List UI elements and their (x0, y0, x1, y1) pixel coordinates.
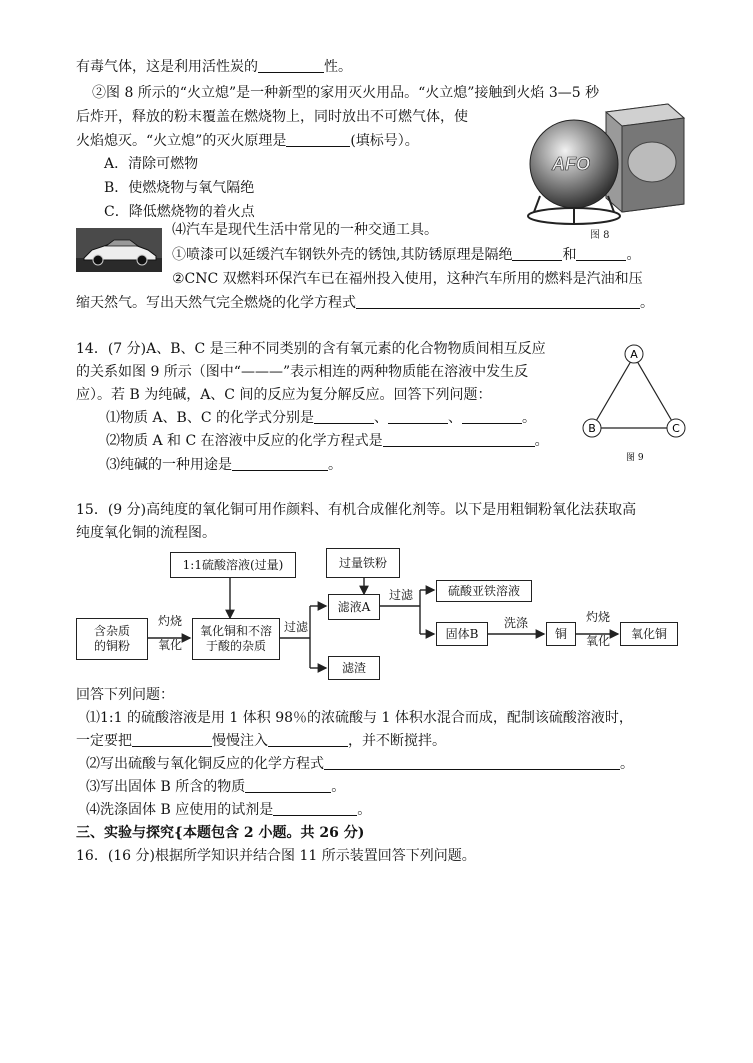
q16-line1: 16．(16 分)根据所学知识并结合图 11 所示装置回答下列问题。 (76, 848, 476, 864)
q15-ask: 回答下列问题： (76, 687, 174, 703)
box-acid: 1:1硫酸溶液(过量) (170, 552, 296, 578)
answer-blank[interactable] (314, 409, 374, 424)
answer-blank[interactable] (245, 778, 331, 793)
q15-line1: 15．(9 分)高纯度的氧化铜可用作颜料、有机合成催化剂等。以下是用粗铜粉氧化法获取高 (76, 502, 637, 518)
q13-p4-line3: ②CNC 双燃料环保汽车已在福州投入使用，这种汽车所用的燃料是汽油和压 (172, 271, 643, 287)
box-residue: 滤渣 (328, 656, 380, 680)
box-mix: 氧化铜和不溶 于酸的杂质 (192, 618, 280, 660)
answer-blank[interactable] (356, 294, 640, 309)
answer-blank[interactable] (512, 246, 562, 261)
answer-blank[interactable] (462, 409, 522, 424)
node-a: A (630, 348, 638, 361)
box-solid-b: 固体B (436, 622, 488, 646)
q15-sub1-line2: 一定要把 慢慢注入 ，并不断搅拌。 (76, 733, 446, 749)
box-copper: 铜 (546, 622, 576, 646)
q13-p4-line4: 缩天然气。写出天然气完全燃烧的化学方程式 。 (76, 295, 654, 311)
option-b: B．使燃烧物与氧气隔绝 (104, 180, 255, 196)
answer-blank[interactable] (258, 58, 324, 73)
q15-sub4: ⑷洗涤固体 B 应使用的试剂是 。 (86, 802, 372, 818)
box-ferrous-sulfate: 硫酸亚铁溶液 (436, 580, 532, 602)
q13-p4-line1: ⑷汽车是现代生活中常见的一种交通工具。 (172, 222, 438, 238)
q13-p2-line1: ②图 8 所示的“火立熄”是一种新型的家用灭火用品。“火立熄”接触到火焰 3—5 秒 (92, 85, 600, 101)
answer-blank[interactable] (132, 732, 212, 747)
q13-p2-line3: 火焰熄灭。“火立熄”的灭火原理是 (填标号）。 (76, 133, 419, 149)
q14-line2: 的关系如图 9 所示（图中“———”表示相连的两种物质能在溶液中发生反 (76, 364, 529, 380)
box-iron: 过量铁粉 (326, 548, 400, 578)
answer-blank[interactable] (324, 755, 620, 770)
q14-line3: 应）。若 B 为纯碱，A、C 间的反应为复分解反应。回答下列问题： (76, 387, 492, 403)
car-image (76, 228, 162, 272)
q13-line1: 有毒气体，这是利用活性炭的 性。 (76, 59, 352, 75)
label-burn2: 灼烧 氧化 (585, 610, 610, 648)
label-burn1: 灼烧 氧化 (157, 614, 182, 652)
flowchart (74, 544, 682, 682)
q14-sub2: ⑵物质 A 和 C 在溶液中反应的化学方程式是 。 (106, 433, 549, 449)
answer-blank[interactable] (576, 246, 626, 261)
figure-9-caption: 图 9 (626, 453, 644, 463)
figure-8 (518, 100, 688, 240)
option-a: A．清除可燃物 (104, 156, 199, 172)
node-c: C (672, 422, 680, 435)
figure-8-caption: 图 8 (590, 230, 610, 240)
q14-sub1: ⑴物质 A、B、C 的化学式分别是 、 、 。 (106, 410, 537, 426)
answer-blank[interactable] (388, 409, 448, 424)
q15-line2: 纯度氧化铜的流程图。 (76, 525, 216, 541)
label-wash: 洗涤 (503, 616, 528, 630)
answer-blank[interactable] (268, 732, 348, 747)
q13-p4-line2: ①喷漆可以延缓汽车钢铁外壳的锈蚀,其防锈原理是隔绝 和 。 (172, 247, 641, 263)
label-filter1: 过滤 (283, 620, 308, 634)
section-heading: 三、实验与探究{本题包含 2 小题。共 26 分) (76, 825, 365, 841)
box-copper-oxide: 氧化铜 (620, 622, 678, 646)
ball-logo-text: AFO (552, 154, 590, 174)
box-raw: 含杂质 的铜粉 (76, 618, 148, 660)
option-c: C．降低燃烧物的着火点 (104, 204, 255, 220)
label-filter2: 过滤 (388, 588, 413, 602)
box-filtrate-a: 滤液A (328, 594, 380, 620)
answer-blank[interactable] (286, 132, 350, 147)
q14-sub3: ⑶纯碱的一种用途是 。 (106, 457, 342, 473)
q15-sub1-line1: ⑴1:1 的硫酸溶液是用 1 体积 98％的浓硫酸与 1 体积水混合而成，配制该硫酸溶液时， (86, 710, 633, 726)
answer-blank[interactable] (383, 432, 535, 447)
answer-blank[interactable] (273, 801, 357, 816)
node-b: B (588, 422, 596, 435)
q15-sub3: ⑶写出固体 B 所含的物质 。 (86, 779, 346, 795)
answer-blank[interactable] (232, 456, 328, 471)
q14-line1: 14．(7 分)A、B、C 是三种不同类别的含有氧元素的化合物物质间相互反应 (76, 341, 546, 357)
q15-sub2: ⑵写出硫酸与氧化铜反应的化学方程式 。 (86, 756, 634, 772)
q13-p2-line2: 后炸开，释放的粉末覆盖在燃烧物上，同时放出不可燃气体，使 (76, 109, 468, 125)
figure-9-triangle (578, 340, 690, 470)
